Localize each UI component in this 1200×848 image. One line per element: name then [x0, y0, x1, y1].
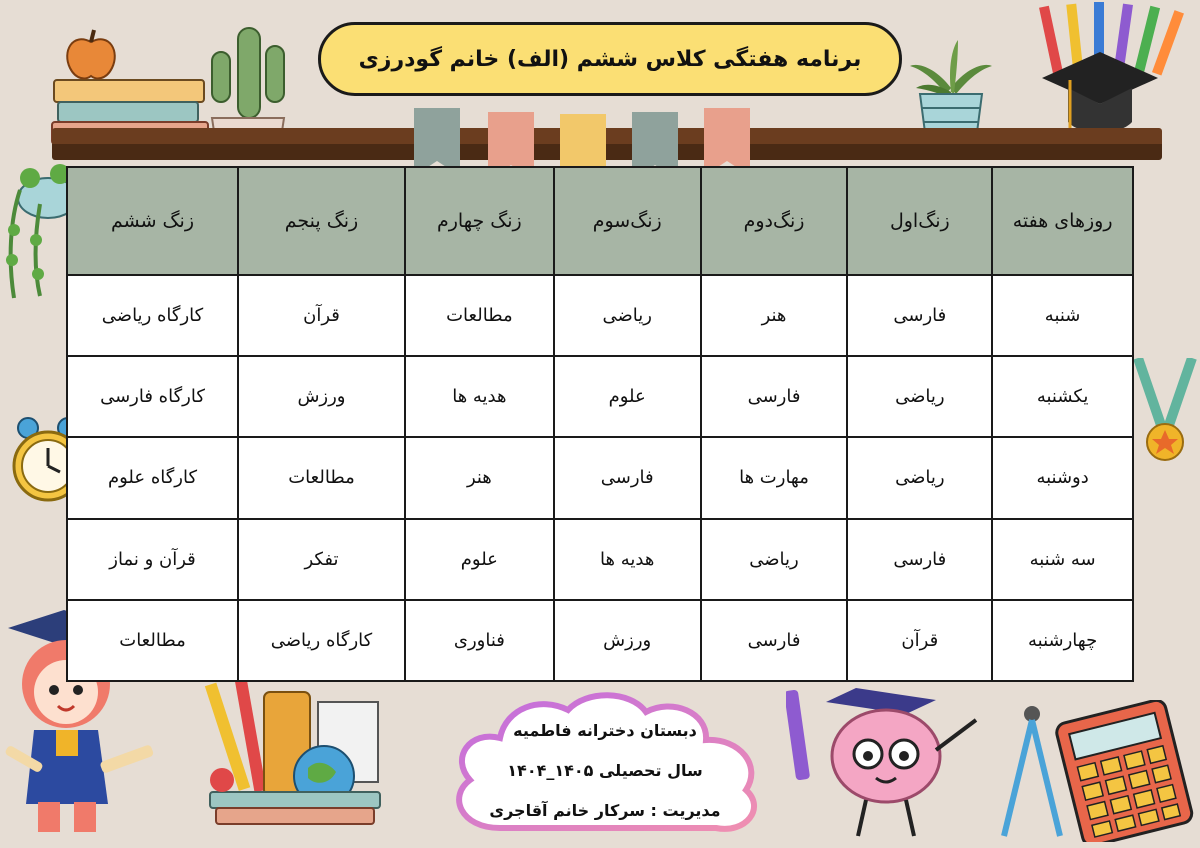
day-cell: سه شنبه [992, 519, 1133, 600]
period-cell: مطالعات [238, 437, 405, 518]
table-row [67, 519, 1133, 600]
header-period-6: زنگ ششم [67, 167, 238, 275]
header-period-2: زنگ‌دوم [701, 167, 848, 275]
period-cell: هدیه ها [554, 519, 701, 600]
header-period-5: زنگ پنجم [238, 167, 405, 275]
page-title: برنامه هفتگی کلاس ششم (الف) خانم گودرزی [318, 22, 902, 96]
period-cell: ریاضی [847, 437, 992, 518]
period-cell: کارگاه ریاضی [238, 600, 405, 681]
period-cell: ورزش [238, 356, 405, 437]
calculator-icon [1054, 700, 1194, 842]
school-info [470, 710, 740, 830]
table-row [67, 437, 1133, 518]
period-cell: فارسی [701, 356, 848, 437]
table-row [67, 600, 1133, 681]
period-cell: فارسی [554, 437, 701, 518]
period-cell: قرآن و نماز [67, 519, 238, 600]
period-cell: ریاضی [701, 519, 848, 600]
weekly-schedule-table [66, 166, 1134, 682]
period-cell: فناوری [405, 600, 554, 681]
period-cell: مطالعات [67, 600, 238, 681]
academic-year: سال تحصیلی ۱۴۰۵_۱۴۰۴ [507, 760, 703, 780]
period-cell: ورزش [554, 600, 701, 681]
period-cell: هنر [701, 275, 848, 356]
period-cell: علوم [554, 356, 701, 437]
header-days: روزهای هفته [992, 167, 1133, 275]
principal-name: مدیریت : سرکار خانم آقاجری [489, 800, 721, 820]
header-period-1: زنگ‌اول [847, 167, 992, 275]
day-cell: شنبه [992, 275, 1133, 356]
period-cell: فارسی [847, 519, 992, 600]
medal-icon [1128, 358, 1200, 468]
table-row [67, 275, 1133, 356]
apple-icon [62, 28, 120, 82]
header-period-4: زنگ چهارم [405, 167, 554, 275]
period-cell: علوم [405, 519, 554, 600]
school-name: دبستان دخترانه فاطمیه [513, 720, 697, 740]
period-cell: فارسی [847, 275, 992, 356]
period-cell: هنر [405, 437, 554, 518]
period-cell: مهارت ها [701, 437, 848, 518]
period-cell: ریاضی [847, 356, 992, 437]
brain-mascot-icon [786, 680, 986, 840]
table-row [67, 356, 1133, 437]
period-cell: فارسی [701, 600, 848, 681]
period-cell: قرآن [238, 275, 405, 356]
period-cell: ریاضی [554, 275, 701, 356]
period-cell: کارگاه علوم [67, 437, 238, 518]
school-supplies-icon [200, 672, 390, 836]
period-cell: کارگاه فارسی [67, 356, 238, 437]
day-cell: یکشنبه [992, 356, 1133, 437]
period-cell: کارگاه ریاضی [67, 275, 238, 356]
period-cell: هدیه ها [405, 356, 554, 437]
header-row [67, 167, 1133, 275]
day-cell: دوشنبه [992, 437, 1133, 518]
day-cell: چهارشنبه [992, 600, 1133, 681]
header-period-3: زنگ‌سوم [554, 167, 701, 275]
period-cell: مطالعات [405, 275, 554, 356]
period-cell: تفکر [238, 519, 405, 600]
period-cell: قرآن [847, 600, 992, 681]
